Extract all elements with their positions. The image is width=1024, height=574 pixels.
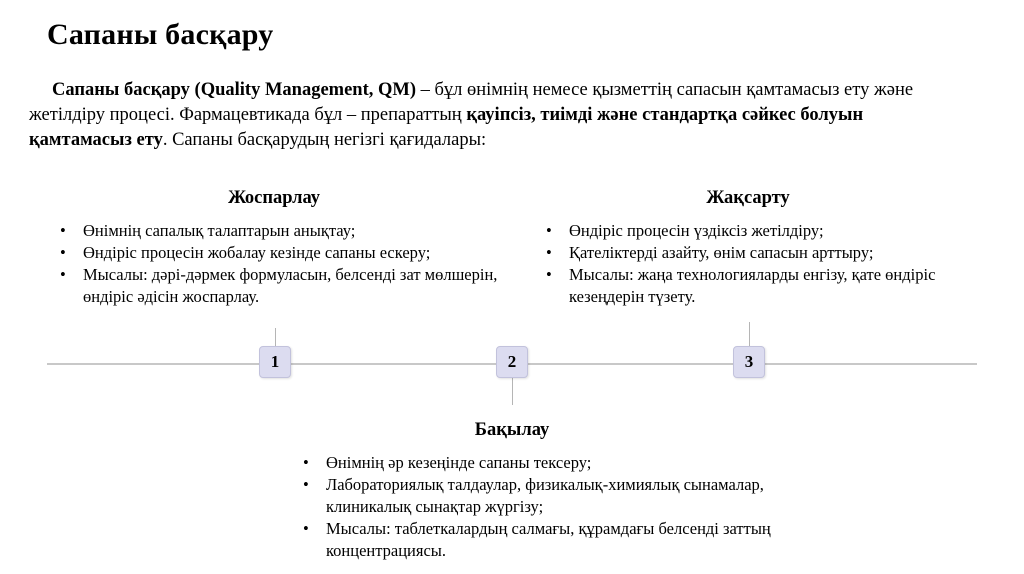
control-heading: Бақылау — [474, 420, 550, 440]
intro-text-2: . Сапаны басқарудың негізгі қағидалары: — [162, 130, 487, 150]
improvement-list — [546, 220, 956, 308]
list-item: • Мысалы: таблеткалардың салмағы, құрамдағы белсенді заттың концентрациясы. — [303, 518, 803, 562]
timeline-connector-3 — [749, 322, 750, 348]
list-item: • Мысалы: жаңа технологияларды енгізу, қате өндіріс кезеңдерін түзету. — [546, 264, 956, 308]
intro-term: Сапаны басқару (Quality Management, QM) — [52, 80, 416, 100]
control-list — [303, 452, 803, 562]
intro-paragraph — [29, 78, 959, 153]
step-marker-1: 1 — [259, 346, 291, 378]
planning-list — [60, 220, 510, 308]
list-item: • Лабораториялық талдаулар, физикалық-химиялық сынамалар, клиникалық сынақтар жүргізу; — [303, 474, 803, 518]
timeline-connector-2 — [512, 377, 513, 405]
step-marker-3: 3 — [733, 346, 765, 378]
intro-text-1: – бұл өнімнің немесе қызметтің сапасын қамтамасыз ету және жетілдіру процесі. Фармацевтикада бұл – препараттың — [29, 80, 914, 125]
list-item: • Өндіріс процесін үздіксіз жетілдіру; — [546, 220, 956, 242]
planning-heading: Жоспарлау — [227, 188, 321, 208]
intro-emphasis: қауіпсіз, тиімді және стандартқа сәйкес болуын қамтамасыз ету — [29, 105, 864, 150]
list-item: • Өндіріс процесін жобалау кезінде сапаны ескеру; — [60, 242, 510, 264]
improvement-heading: Жақсарту — [706, 188, 790, 208]
list-item: • Өнімнің әр кезеңінде сапаны тексеру; — [303, 452, 803, 474]
list-item: • Өнімнің сапалық талаптарын анықтау; — [60, 220, 510, 242]
list-item: • Қателіктерді азайту, өнім сапасын арттыру; — [546, 242, 956, 264]
page-title: Сапаны басқару — [47, 18, 274, 51]
step-marker-2: 2 — [496, 346, 528, 378]
list-item: • Мысалы: дәрі-дәрмек формуласын, белсенді зат мөлшерін, өндіріс әдісін жоспарлау. — [60, 264, 510, 308]
